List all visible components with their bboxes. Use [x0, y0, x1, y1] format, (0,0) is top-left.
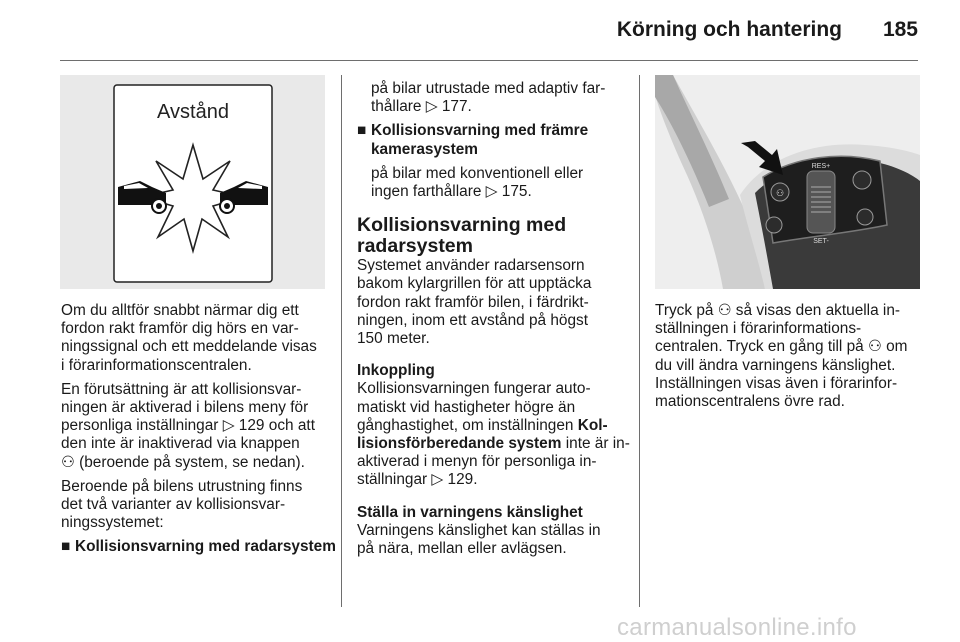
collision-sign-graphic — [60, 75, 325, 289]
paragraph-intro: Om du alltför snabbt närmar dig ett fordon rakt framför dig hörs en var- ningssignal och ett meddelande visas i förarinformationscentralen. — [61, 302, 317, 374]
paragraph-sensitivity: Varningens känslighet kan ställas in på nära, mellan eller avlägsen. — [357, 521, 601, 558]
collision-warning-illustration — [60, 75, 325, 289]
steering-wheel-graphic — [655, 75, 920, 289]
steering-wheel-illustration — [655, 75, 920, 289]
bullet-camera-system: ■ Kollisionsvarning med främre kamerasystem — [357, 122, 589, 158]
page-header — [0, 0, 960, 62]
paragraph-radar-description: Systemet använder radarsensorn bakom kylargrillen för att upptäcka fordon rakt framför bilen, i färdrikt- ningen, inom ett avstånd på högst 150 meter. — [357, 257, 592, 348]
column-2 — [357, 80, 630, 564]
cruise-button-icon — [766, 217, 782, 233]
watermark: carmanualsonline.info — [617, 614, 857, 641]
set-label: SET- — [813, 238, 829, 245]
sign-text: Avstånd — [157, 101, 229, 123]
column-divider-1 — [341, 75, 342, 607]
column-1 — [61, 302, 336, 557]
bullet-radar-system: ■ Kollisionsvarning med radarsystem — [61, 538, 336, 556]
bullet-radar-continuation: på bilar utrustade med adaptiv far- thållare ▷ 177. — [371, 80, 606, 116]
column-divider-2 — [639, 75, 640, 607]
paragraph-variants: Beroende på bilens utrustning finns det två varianter av kollisionsvar- ningssystemet: — [61, 477, 303, 532]
limiter-button-icon — [853, 171, 871, 189]
svg-text:⚇: ⚇ — [775, 188, 785, 198]
paragraph-button-usage: Tryck på ⚇ så visas den aktuella in- ställningen i förarinformations- centralen. Tryck en gång till på ⚇ om du vill ändra varningens känslighet. Inställningen visas även i förarinfor- mationscentralens övre rad. — [655, 302, 908, 411]
bullet-marker: ■ — [357, 122, 367, 140]
section-heading-radar: Kollisionsvarning med radarsystem — [357, 214, 567, 258]
page-number: 185 — [882, 18, 918, 41]
res-label: RES+ — [811, 163, 831, 170]
subheading-sensitivity: Ställa in varningens känslighet — [357, 503, 583, 521]
cancel-button-icon — [857, 209, 873, 225]
header-rule — [60, 60, 918, 61]
paragraph-precondition: En förutsättning är att kollisionsvar- ningen är aktiverad i bilens meny för personliga inställningar ▷ 129 och att den inte är inaktiverad via knappen ⚇ (beroende på system, se nedan). — [61, 380, 315, 471]
bullet-marker: ■ — [61, 538, 71, 556]
paragraph-activation: Kollisionsvarningen fungerar auto- matiskt vid hastigheter högre än gånghastighet, om inställningen Kol- lisionsförberedande system inte är in- aktiverad i menyn för personliga in- ställningar ▷ 129. — [357, 380, 630, 489]
column-3 — [655, 302, 925, 417]
subheading-activation: Inkoppling — [357, 362, 435, 380]
bullet-camera-text: på bilar med konventionell eller ingen farthållare ▷ 175. — [371, 164, 584, 201]
header-title: Körning och hantering — [616, 18, 842, 41]
